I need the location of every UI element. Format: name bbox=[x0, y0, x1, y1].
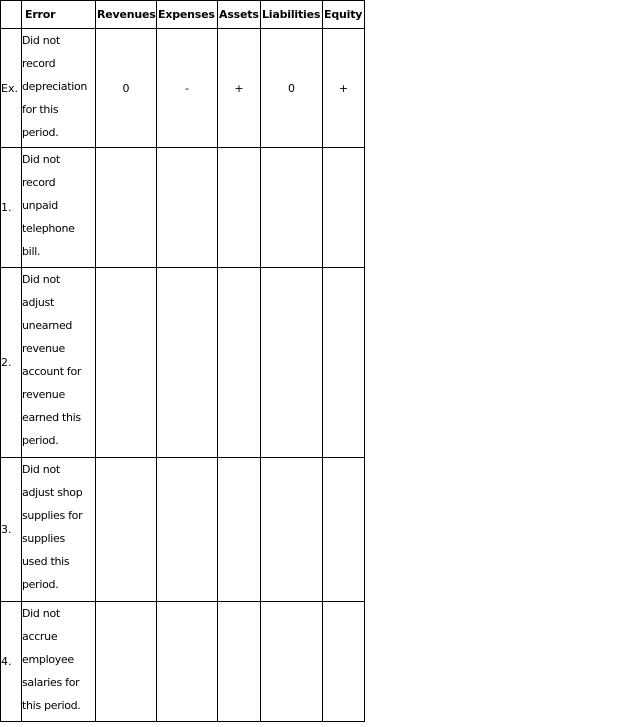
header-error: Error bbox=[22, 1, 96, 29]
error-description-line: earned this bbox=[22, 411, 81, 424]
equity-effect-cell bbox=[323, 148, 365, 268]
error-description-line: supplies for bbox=[22, 509, 83, 522]
table-row bbox=[1, 602, 365, 722]
error-description-line: period. bbox=[22, 434, 59, 447]
error-description-line: used this bbox=[22, 555, 70, 568]
error-description-line: telephone bbox=[22, 222, 75, 235]
error-description-line: account for bbox=[22, 365, 82, 378]
error-description-line: record bbox=[22, 57, 56, 70]
error-description-line: salaries for bbox=[22, 676, 80, 689]
expenses-effect-cell bbox=[157, 602, 218, 722]
revenues-effect-cell bbox=[96, 458, 157, 602]
error-description-line: Did not bbox=[22, 607, 60, 620]
assets-effect-cell bbox=[218, 148, 261, 268]
assets-effect-cell bbox=[218, 458, 261, 602]
error-description-line: accrue bbox=[22, 630, 58, 643]
error-description-line: adjust bbox=[22, 296, 54, 309]
error-description-line: unpaid bbox=[22, 199, 58, 212]
row-number: 2. bbox=[1, 268, 22, 458]
liabilities-effect-cell bbox=[261, 268, 323, 458]
error-description-line: unearned bbox=[22, 319, 73, 332]
assets-effect-cell bbox=[218, 268, 261, 458]
error-description-line: employee bbox=[22, 653, 74, 666]
revenues-effect-cell: 0 bbox=[96, 29, 157, 148]
error-description-line: Did not bbox=[22, 153, 60, 166]
revenues-effect-cell bbox=[96, 148, 157, 268]
revenues-effect-cell bbox=[96, 602, 157, 722]
table-row bbox=[1, 268, 365, 458]
expenses-effect-cell: - bbox=[157, 29, 218, 148]
equity-effect-cell bbox=[323, 602, 365, 722]
expenses-effect-cell bbox=[157, 458, 218, 602]
row-number: 4. bbox=[1, 602, 22, 722]
table-row bbox=[1, 458, 365, 602]
error-description bbox=[22, 148, 96, 268]
error-description-line: bill. bbox=[22, 245, 41, 258]
error-description-line: Did not bbox=[22, 34, 60, 47]
liabilities-effect-cell bbox=[261, 458, 323, 602]
error-description bbox=[22, 268, 96, 458]
error-description-line: for this bbox=[22, 103, 59, 116]
liabilities-effect-cell bbox=[261, 148, 323, 268]
liabilities-effect-cell bbox=[261, 602, 323, 722]
header-equity: Equity bbox=[323, 1, 365, 29]
error-description-line: depreciation bbox=[22, 80, 88, 93]
error-description bbox=[22, 458, 96, 602]
error-description-line: period. bbox=[22, 126, 59, 139]
error-description-line: revenue bbox=[22, 388, 65, 401]
table-body bbox=[1, 29, 365, 722]
equity-effect-cell: + bbox=[323, 29, 365, 148]
error-description-line: supplies bbox=[22, 532, 65, 545]
expenses-effect-cell bbox=[157, 148, 218, 268]
table-row bbox=[1, 29, 365, 148]
table-row bbox=[1, 148, 365, 268]
error-description bbox=[22, 602, 96, 722]
liabilities-effect-cell: 0 bbox=[261, 29, 323, 148]
row-number: 1. bbox=[1, 148, 22, 268]
expenses-effect-cell bbox=[157, 268, 218, 458]
revenues-effect-cell bbox=[96, 268, 157, 458]
error-description-line: revenue bbox=[22, 342, 65, 355]
equity-effect-cell bbox=[323, 268, 365, 458]
header-assets: Assets bbox=[218, 1, 261, 29]
header-revenues: Revenues bbox=[96, 1, 157, 29]
error-description-line: this period. bbox=[22, 699, 81, 712]
assets-effect-cell bbox=[218, 602, 261, 722]
row-number: Ex. bbox=[1, 29, 22, 148]
equity-effect-cell bbox=[323, 458, 365, 602]
error-description-line: adjust shop bbox=[22, 486, 83, 499]
header-number bbox=[1, 1, 22, 29]
error-description-line: Did not bbox=[22, 273, 60, 286]
error-description-line: record bbox=[22, 176, 56, 189]
row-number: 3. bbox=[1, 458, 22, 602]
error-description-line: Did not bbox=[22, 463, 60, 476]
assets-effect-cell: + bbox=[218, 29, 261, 148]
header-row bbox=[1, 1, 365, 29]
error-description bbox=[22, 29, 96, 148]
header-liabilities: Liabilities bbox=[261, 1, 323, 29]
header-expenses: Expenses bbox=[157, 1, 218, 29]
error-description-line: period. bbox=[22, 578, 59, 591]
